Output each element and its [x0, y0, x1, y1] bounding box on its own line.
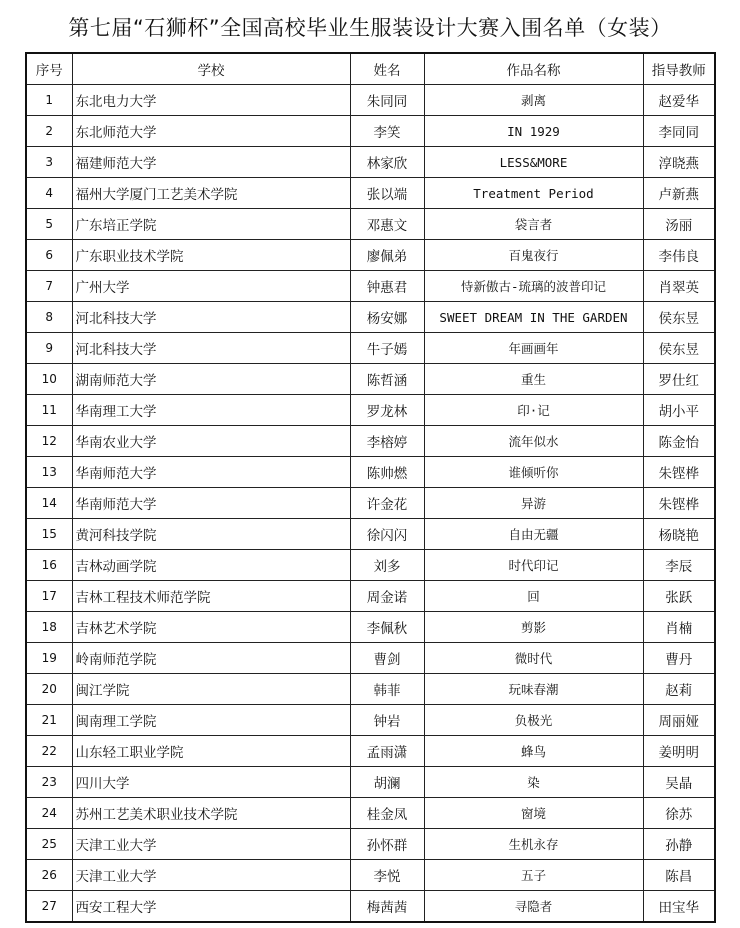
student-name-cell: 李榕婷 — [350, 426, 424, 457]
work-title-cell: 自由无疆 — [424, 519, 643, 550]
work-title-cell: 五子 — [424, 860, 643, 891]
table-row — [26, 240, 715, 271]
table-row — [26, 488, 715, 519]
school-cell: 闽南理工学院 — [72, 705, 350, 736]
school-cell: 华南理工大学 — [72, 395, 350, 426]
work-title-cell: 袋言者 — [424, 209, 643, 240]
row-number: 25 — [26, 829, 72, 860]
student-name-cell: 周金诺 — [350, 581, 424, 612]
row-number: 3 — [26, 147, 72, 178]
row-number: 4 — [26, 178, 72, 209]
table-row — [26, 798, 715, 829]
student-name-cell: 韩菲 — [350, 674, 424, 705]
table-row — [26, 147, 715, 178]
teacher-cell: 罗仕红 — [643, 364, 715, 395]
work-title-cell: 玩味春潮 — [424, 674, 643, 705]
table-row — [26, 674, 715, 705]
table-row — [26, 209, 715, 240]
row-number: 18 — [26, 612, 72, 643]
row-number: 13 — [26, 457, 72, 488]
row-number: 7 — [26, 271, 72, 302]
student-name-cell: 许金花 — [350, 488, 424, 519]
table-row — [26, 333, 715, 364]
teacher-cell: 陈昌 — [643, 860, 715, 891]
student-name-cell: 陈帅燃 — [350, 457, 424, 488]
student-name-cell: 李悦 — [350, 860, 424, 891]
school-cell: 苏州工艺美术职业技术学院 — [72, 798, 350, 829]
student-name-cell: 孟雨潇 — [350, 736, 424, 767]
row-number: 5 — [26, 209, 72, 240]
row-number: 1 — [26, 85, 72, 116]
school-cell: 吉林艺术学院 — [72, 612, 350, 643]
teacher-cell: 曹丹 — [643, 643, 715, 674]
school-cell: 闽江学院 — [72, 674, 350, 705]
table-row — [26, 829, 715, 860]
document-title: 第七届“石狮杯”全国高校毕业生服装设计大赛入围名单（女装） — [68, 16, 672, 40]
student-name-cell: 胡澜 — [350, 767, 424, 798]
row-number: 6 — [26, 240, 72, 271]
teacher-cell: 卢新燕 — [643, 178, 715, 209]
teacher-cell: 淳晓燕 — [643, 147, 715, 178]
teacher-cell: 胡小平 — [643, 395, 715, 426]
student-name-cell: 徐闪闪 — [350, 519, 424, 550]
header-teacher: 指导教师 — [643, 53, 715, 85]
table-row — [26, 457, 715, 488]
work-title-cell: IN 1929 — [424, 116, 643, 147]
school-cell: 天津工业大学 — [72, 860, 350, 891]
student-name-cell: 陈哲涵 — [350, 364, 424, 395]
row-number: 22 — [26, 736, 72, 767]
row-number: 24 — [26, 798, 72, 829]
row-number: 9 — [26, 333, 72, 364]
school-cell: 湖南师范大学 — [72, 364, 350, 395]
row-number: 12 — [26, 426, 72, 457]
work-title-cell: 异游 — [424, 488, 643, 519]
header-name: 姓名 — [350, 53, 424, 85]
teacher-cell: 徐苏 — [643, 798, 715, 829]
table-row — [26, 860, 715, 891]
teacher-cell: 肖翠英 — [643, 271, 715, 302]
student-name-cell: 李笑 — [350, 116, 424, 147]
work-title-cell: 剥离 — [424, 85, 643, 116]
table-row — [26, 643, 715, 674]
row-number: 10 — [26, 364, 72, 395]
school-cell: 华南师范大学 — [72, 457, 350, 488]
school-cell: 福建师范大学 — [72, 147, 350, 178]
teacher-cell: 肖楠 — [643, 612, 715, 643]
work-title-cell: 生机永存 — [424, 829, 643, 860]
header-number: 序号 — [26, 53, 72, 85]
table-row — [26, 581, 715, 612]
row-number: 26 — [26, 860, 72, 891]
school-cell: 河北科技大学 — [72, 302, 350, 333]
teacher-cell: 赵莉 — [643, 674, 715, 705]
work-title-cell: Treatment Period — [424, 178, 643, 209]
row-number: 8 — [26, 302, 72, 333]
table-row — [26, 116, 715, 147]
student-name-cell: 牛子嫣 — [350, 333, 424, 364]
row-number: 15 — [26, 519, 72, 550]
school-cell: 华南农业大学 — [72, 426, 350, 457]
work-title-cell: SWEET DREAM IN THE GARDEN — [424, 302, 643, 333]
table-row — [26, 891, 715, 923]
row-number: 23 — [26, 767, 72, 798]
student-name-cell: 张以端 — [350, 178, 424, 209]
student-name-cell: 钟岩 — [350, 705, 424, 736]
row-number: 16 — [26, 550, 72, 581]
school-cell: 福州大学厦门工艺美术学院 — [72, 178, 350, 209]
work-title-cell: 谁倾听你 — [424, 457, 643, 488]
teacher-cell: 周丽娅 — [643, 705, 715, 736]
row-number: 20 — [26, 674, 72, 705]
work-title-cell: 蜂鸟 — [424, 736, 643, 767]
table-body — [26, 85, 715, 923]
student-name-cell: 朱同同 — [350, 85, 424, 116]
work-title-cell: 百鬼夜行 — [424, 240, 643, 271]
work-title-cell: 染 — [424, 767, 643, 798]
school-cell: 吉林工程技术师范学院 — [72, 581, 350, 612]
school-cell: 吉林动画学院 — [72, 550, 350, 581]
work-title-cell: 印·记 — [424, 395, 643, 426]
student-name-cell: 钟惠君 — [350, 271, 424, 302]
row-number: 17 — [26, 581, 72, 612]
work-title-cell: 剪影 — [424, 612, 643, 643]
teacher-cell: 孙静 — [643, 829, 715, 860]
table-row — [26, 519, 715, 550]
table-row — [26, 85, 715, 116]
school-cell: 广东职业技术学院 — [72, 240, 350, 271]
school-cell: 山东轻工职业学院 — [72, 736, 350, 767]
student-name-cell: 邓惠文 — [350, 209, 424, 240]
student-name-cell: 廖佩弟 — [350, 240, 424, 271]
work-title-cell: 流年似水 — [424, 426, 643, 457]
student-name-cell: 桂金凤 — [350, 798, 424, 829]
teacher-cell: 姜明明 — [643, 736, 715, 767]
row-number: 14 — [26, 488, 72, 519]
school-cell: 广东培正学院 — [72, 209, 350, 240]
teacher-cell: 朱铿桦 — [643, 457, 715, 488]
work-title-cell: LESS&MORE — [424, 147, 643, 178]
table-header-row — [26, 53, 715, 85]
student-name-cell: 刘多 — [350, 550, 424, 581]
work-title-cell: 负极光 — [424, 705, 643, 736]
student-name-cell: 孙怀群 — [350, 829, 424, 860]
table-row — [26, 736, 715, 767]
school-cell: 河北科技大学 — [72, 333, 350, 364]
school-cell: 西安工程大学 — [72, 891, 350, 923]
row-number: 21 — [26, 705, 72, 736]
teacher-cell: 吴晶 — [643, 767, 715, 798]
work-title-cell: 恃新傲古-琉璃的波普印记 — [424, 271, 643, 302]
table-row — [26, 302, 715, 333]
work-title-cell: 寻隐者 — [424, 891, 643, 923]
school-cell: 天津工业大学 — [72, 829, 350, 860]
table-row — [26, 271, 715, 302]
school-cell: 华南师范大学 — [72, 488, 350, 519]
row-number: 2 — [26, 116, 72, 147]
row-number: 27 — [26, 891, 72, 923]
school-cell: 东北电力大学 — [72, 85, 350, 116]
work-title-cell: 窗境 — [424, 798, 643, 829]
table-row — [26, 426, 715, 457]
student-name-cell: 梅茜茜 — [350, 891, 424, 923]
row-number: 19 — [26, 643, 72, 674]
school-cell: 岭南师范学院 — [72, 643, 350, 674]
table-row — [26, 550, 715, 581]
table-row — [26, 364, 715, 395]
school-cell: 黄河科技学院 — [72, 519, 350, 550]
teacher-cell: 张跃 — [643, 581, 715, 612]
table-row — [26, 178, 715, 209]
student-name-cell: 曹剑 — [350, 643, 424, 674]
header-school: 学校 — [72, 53, 350, 85]
work-title-cell: 年画画年 — [424, 333, 643, 364]
teacher-cell: 李同同 — [643, 116, 715, 147]
student-name-cell: 李佩秋 — [350, 612, 424, 643]
student-name-cell: 杨安娜 — [350, 302, 424, 333]
teacher-cell: 杨晓艳 — [643, 519, 715, 550]
table-row — [26, 612, 715, 643]
work-title-cell: 重生 — [424, 364, 643, 395]
teacher-cell: 汤丽 — [643, 209, 715, 240]
teacher-cell: 赵爱华 — [643, 85, 715, 116]
header-work-title: 作品名称 — [424, 53, 643, 85]
student-name-cell: 林家欣 — [350, 147, 424, 178]
teacher-cell: 李辰 — [643, 550, 715, 581]
table-row — [26, 767, 715, 798]
school-cell: 东北师范大学 — [72, 116, 350, 147]
teacher-cell: 陈金怡 — [643, 426, 715, 457]
school-cell: 四川大学 — [72, 767, 350, 798]
work-title-cell: 微时代 — [424, 643, 643, 674]
work-title-cell: 回 — [424, 581, 643, 612]
school-cell: 广州大学 — [72, 271, 350, 302]
finalist-table — [25, 52, 716, 923]
teacher-cell: 朱铿桦 — [643, 488, 715, 519]
teacher-cell: 侯东昱 — [643, 333, 715, 364]
teacher-cell: 田宝华 — [643, 891, 715, 923]
table-row — [26, 705, 715, 736]
table-row — [26, 395, 715, 426]
teacher-cell: 侯东昱 — [643, 302, 715, 333]
work-title-cell: 时代印记 — [424, 550, 643, 581]
row-number: 11 — [26, 395, 72, 426]
student-name-cell: 罗龙林 — [350, 395, 424, 426]
teacher-cell: 李伟良 — [643, 240, 715, 271]
